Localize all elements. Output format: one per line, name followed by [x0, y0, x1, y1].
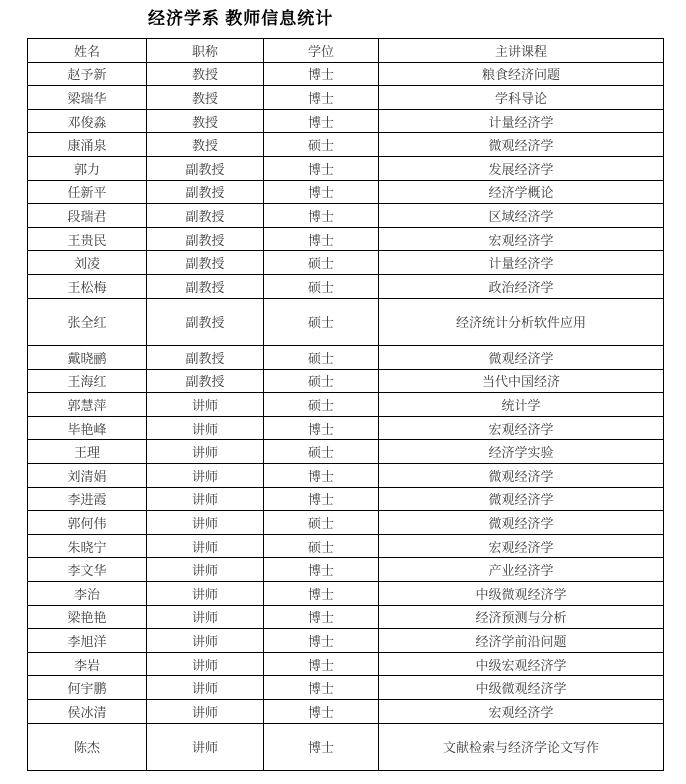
cell-course: 当代中国经济: [379, 369, 664, 393]
cell-name: 任新平: [28, 180, 147, 204]
cell-degree: 博士: [264, 676, 379, 700]
cell-degree: 硕士: [264, 393, 379, 417]
cell-degree: 博士: [264, 723, 379, 771]
cell-name: 梁瑞华: [28, 86, 147, 110]
cell-course: 学科导论: [379, 86, 664, 110]
cell-name: 李进霞: [28, 487, 147, 511]
cell-name: 王理: [28, 440, 147, 464]
cell-title: 副教授: [147, 369, 264, 393]
cell-name: 王松梅: [28, 274, 147, 298]
cell-degree: 博士: [264, 605, 379, 629]
cell-name: 毕艳峰: [28, 416, 147, 440]
cell-course: 计量经济学: [379, 109, 664, 133]
cell-title: 讲师: [147, 534, 264, 558]
cell-degree: 博士: [264, 416, 379, 440]
table-row: [28, 180, 664, 204]
document-title: 经济学系 教师信息统计: [148, 9, 334, 28]
cell-course: 政治经济学: [379, 274, 664, 298]
cell-course: 微观经济学: [379, 133, 664, 157]
cell-title: 讲师: [147, 511, 264, 535]
cell-title: 副教授: [147, 227, 264, 251]
cell-name: 王贵民: [28, 227, 147, 251]
column-header-course: 主讲课程: [379, 39, 664, 63]
cell-degree: 硕士: [264, 298, 379, 346]
cell-degree: 硕士: [264, 346, 379, 370]
table-row: [28, 416, 664, 440]
cell-name: 赵予新: [28, 62, 147, 86]
cell-degree: 博士: [264, 652, 379, 676]
cell-title: 副教授: [147, 180, 264, 204]
table-row: [28, 204, 664, 228]
cell-course: 宏观经济学: [379, 227, 664, 251]
table-row: [28, 346, 664, 370]
cell-name: 郭何伟: [28, 511, 147, 535]
cell-course: 中级宏观经济学: [379, 652, 664, 676]
cell-course: 微观经济学: [379, 487, 664, 511]
cell-title: 讲师: [147, 464, 264, 488]
cell-name: 刘凌: [28, 251, 147, 275]
cell-course: 中级微观经济学: [379, 581, 664, 605]
table-row: [28, 156, 664, 180]
table-row: [28, 393, 664, 417]
cell-title: 教授: [147, 109, 264, 133]
cell-title: 讲师: [147, 558, 264, 582]
cell-course: 微观经济学: [379, 346, 664, 370]
cell-title: 讲师: [147, 605, 264, 629]
cell-degree: 博士: [264, 180, 379, 204]
cell-degree: 博士: [264, 204, 379, 228]
cell-course: 粮食经济问题: [379, 62, 664, 86]
cell-name: 陈杰: [28, 723, 147, 771]
cell-course: 宏观经济学: [379, 699, 664, 723]
cell-degree: 博士: [264, 86, 379, 110]
table-row: [28, 227, 664, 251]
cell-name: 康涌泉: [28, 133, 147, 157]
cell-course: 文献检索与经济学论文写作: [379, 723, 664, 771]
table-row: [28, 487, 664, 511]
cell-course: 统计学: [379, 393, 664, 417]
cell-course: 微观经济学: [379, 511, 664, 535]
cell-name: 邓俊淼: [28, 109, 147, 133]
table-row: [28, 676, 664, 700]
cell-course: 产业经济学: [379, 558, 664, 582]
cell-name: 刘清娟: [28, 464, 147, 488]
cell-course: 经济统计分析软件应用: [379, 298, 664, 346]
cell-title: 讲师: [147, 581, 264, 605]
table-row: [28, 723, 664, 771]
cell-course: 发展经济学: [379, 156, 664, 180]
cell-title: 讲师: [147, 393, 264, 417]
table-row: [28, 558, 664, 582]
column-header-name: 姓名: [28, 39, 147, 63]
cell-degree: 博士: [264, 558, 379, 582]
cell-name: 李岩: [28, 652, 147, 676]
cell-degree: 博士: [264, 464, 379, 488]
cell-course: 宏观经济学: [379, 534, 664, 558]
cell-title: 副教授: [147, 298, 264, 346]
table-row: [28, 699, 664, 723]
cell-course: 经济学前沿问题: [379, 629, 664, 653]
cell-course: 区域经济学: [379, 204, 664, 228]
cell-degree: 硕士: [264, 274, 379, 298]
table-row: [28, 652, 664, 676]
cell-name: 郭慧萍: [28, 393, 147, 417]
cell-course: 宏观经济学: [379, 416, 664, 440]
table-row: [28, 534, 664, 558]
cell-name: 戴晓鹂: [28, 346, 147, 370]
cell-course: 微观经济学: [379, 464, 664, 488]
table-row: [28, 511, 664, 535]
table-row: [28, 581, 664, 605]
cell-degree: 博士: [264, 227, 379, 251]
cell-title: 讲师: [147, 487, 264, 511]
cell-name: 李文华: [28, 558, 147, 582]
cell-title: 副教授: [147, 156, 264, 180]
cell-name: 段瑞君: [28, 204, 147, 228]
cell-course: 经济预测与分析: [379, 605, 664, 629]
cell-degree: 博士: [264, 581, 379, 605]
cell-title: 副教授: [147, 274, 264, 298]
cell-degree: 硕士: [264, 251, 379, 275]
cell-name: 侯冰清: [28, 699, 147, 723]
table-body: [28, 62, 664, 770]
cell-degree: 硕士: [264, 511, 379, 535]
table-row: [28, 251, 664, 275]
table-row: [28, 62, 664, 86]
teacher-info-table: [27, 38, 664, 771]
cell-name: 何宇鹏: [28, 676, 147, 700]
table-header: [28, 39, 664, 63]
cell-title: 讲师: [147, 629, 264, 653]
header-row: [28, 39, 664, 63]
cell-title: 讲师: [147, 652, 264, 676]
cell-course: 计量经济学: [379, 251, 664, 275]
cell-name: 朱晓宁: [28, 534, 147, 558]
cell-degree: 博士: [264, 62, 379, 86]
table-row: [28, 274, 664, 298]
table-row: [28, 109, 664, 133]
table-row: [28, 440, 664, 464]
cell-degree: 硕士: [264, 369, 379, 393]
cell-title: 讲师: [147, 440, 264, 464]
cell-title: 副教授: [147, 204, 264, 228]
table-row: [28, 86, 664, 110]
table-row: [28, 605, 664, 629]
cell-title: 副教授: [147, 251, 264, 275]
cell-name: 王海红: [28, 369, 147, 393]
cell-degree: 博士: [264, 109, 379, 133]
cell-title: 讲师: [147, 723, 264, 771]
cell-title: 副教授: [147, 346, 264, 370]
cell-degree: 博士: [264, 156, 379, 180]
cell-course: 中级微观经济学: [379, 676, 664, 700]
cell-degree: 硕士: [264, 534, 379, 558]
cell-degree: 硕士: [264, 440, 379, 464]
cell-title: 教授: [147, 86, 264, 110]
cell-name: 李旭洋: [28, 629, 147, 653]
cell-name: 梁艳艳: [28, 605, 147, 629]
table-row: [28, 629, 664, 653]
cell-title: 教授: [147, 133, 264, 157]
cell-course: 经济学实验: [379, 440, 664, 464]
cell-name: 李治: [28, 581, 147, 605]
cell-degree: 硕士: [264, 133, 379, 157]
cell-name: 张全红: [28, 298, 147, 346]
cell-degree: 博士: [264, 629, 379, 653]
cell-title: 讲师: [147, 416, 264, 440]
cell-title: 讲师: [147, 676, 264, 700]
cell-course: 经济学概论: [379, 180, 664, 204]
column-header-title: 职称: [147, 39, 264, 63]
cell-degree: 博士: [264, 487, 379, 511]
table-row: [28, 369, 664, 393]
table-row: [28, 464, 664, 488]
table-row: [28, 133, 664, 157]
cell-degree: 博士: [264, 699, 379, 723]
table-row: [28, 298, 664, 346]
cell-name: 郭力: [28, 156, 147, 180]
cell-title: 教授: [147, 62, 264, 86]
cell-title: 讲师: [147, 699, 264, 723]
column-header-degree: 学位: [264, 39, 379, 63]
